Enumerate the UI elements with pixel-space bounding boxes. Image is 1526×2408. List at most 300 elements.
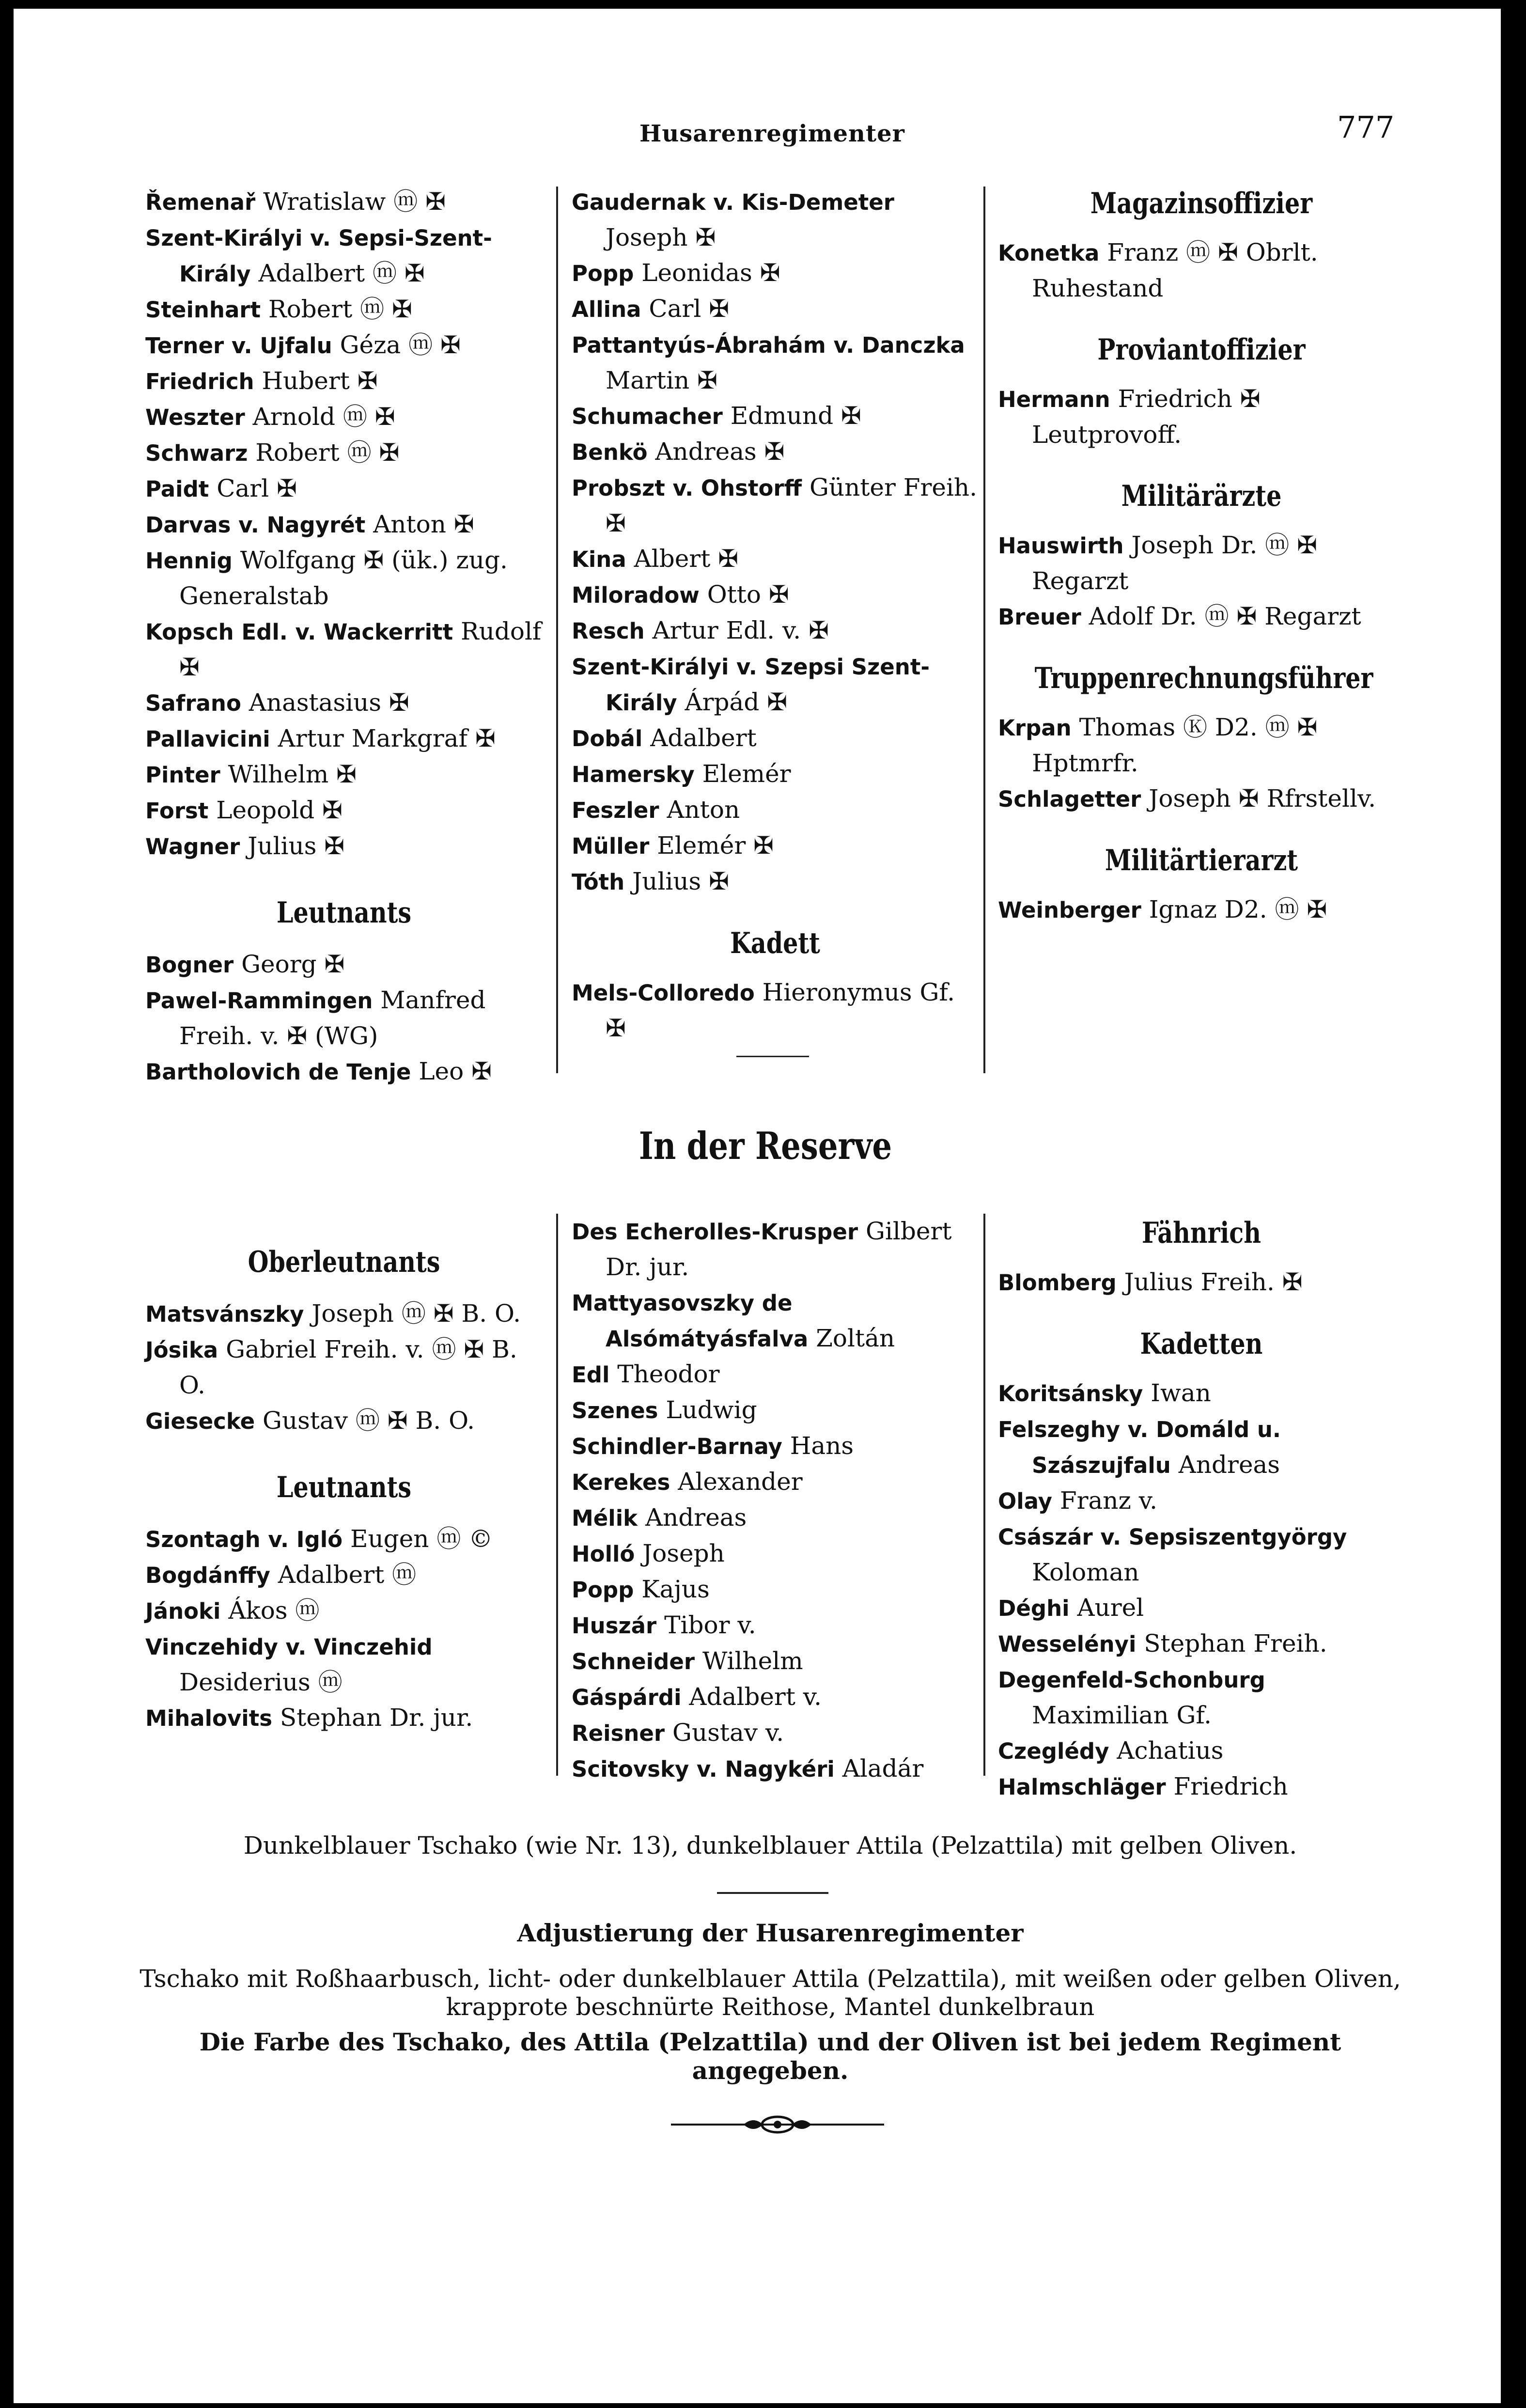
- entry-given-name: Elemér: [657, 831, 746, 860]
- entry-surname: Blomberg: [998, 1270, 1117, 1296]
- short-rule: [736, 1056, 809, 1057]
- list-entry: [998, 710, 1405, 781]
- entry-surname: Olay: [998, 1488, 1052, 1514]
- list-entry: [572, 720, 979, 756]
- entry-surname: Jánoki: [145, 1598, 221, 1624]
- entry-given-name: Julius: [632, 867, 701, 895]
- entry-notes: ✠: [316, 832, 345, 860]
- entry-surname: Weszter: [145, 405, 245, 430]
- entry-given-name: Kajus: [641, 1575, 710, 1603]
- list-entry: [145, 1521, 543, 1557]
- entry-given-name: Árpád: [685, 688, 760, 716]
- entry-given-name: Hubert: [262, 367, 350, 395]
- entry-notes: ✠: [701, 867, 729, 895]
- entry-surname: Huszár: [572, 1613, 657, 1639]
- adjustierung-paragraph: Tschako mit Roßhaarbusch, licht- oder dunkelblauer Attila (Pelzattila), mit weißen oder gelben Oliven, krapprote beschnürte Reithose, Mantel dunkelbraun: [140, 1965, 1401, 2021]
- column-divider: [556, 1214, 558, 1776]
- list-entry: [572, 291, 979, 327]
- entry-surname: Pallavicini: [145, 726, 270, 752]
- entry-surname: Allina: [572, 297, 641, 322]
- entry-given-name: Anastasius: [249, 688, 381, 717]
- entry-notes: ✠: [446, 510, 474, 538]
- entry-given-name: Adalbert: [258, 259, 365, 287]
- entry-surname: Giesecke: [145, 1408, 255, 1434]
- section-heading: Leutnants: [276, 1470, 412, 1504]
- list-entry: [998, 1519, 1405, 1590]
- entry-surname: Bogner: [145, 952, 234, 978]
- list-entry: [145, 399, 543, 435]
- entry-notes: ✠: [464, 1057, 492, 1085]
- entry-surname: Holló: [572, 1541, 635, 1567]
- entry-given-name: Adolf Dr.: [1089, 602, 1197, 630]
- entry-notes: ✠ Leutprovoff.: [1032, 385, 1261, 449]
- entry-given-name: Aurel: [1077, 1594, 1144, 1622]
- entry-surname: Déghi: [998, 1595, 1070, 1621]
- entry-notes: ⓜ ©: [429, 1525, 493, 1553]
- entry-notes: ✠ Rfrstellv.: [1230, 784, 1376, 813]
- running-head: Husarenregimenter: [639, 120, 905, 147]
- entry-given-name: Achatius: [1117, 1736, 1224, 1765]
- entry-given-name: Wilhelm: [702, 1647, 803, 1675]
- entry-given-name: Adalbert: [278, 1561, 385, 1589]
- entry-surname: Felszeghy v. Domáld u. Szászujfalu: [998, 1417, 1281, 1478]
- list-entry: [572, 1500, 979, 1536]
- list-entry: [572, 1357, 979, 1392]
- entry-given-name: Iwan: [1151, 1379, 1211, 1407]
- list-entry: [145, 983, 543, 1054]
- entry-given-name: Desiderius: [179, 1668, 311, 1696]
- entry-surname: Schumacher: [572, 404, 723, 429]
- list-entry: [145, 184, 543, 220]
- entry-given-name: Adalbert v.: [689, 1683, 822, 1711]
- list-entry: [998, 1662, 1405, 1733]
- entry-notes: ✠: [746, 831, 774, 860]
- entry-surname: Bogdánffy: [145, 1563, 270, 1588]
- entry-surname: Hauswirth: [998, 533, 1124, 559]
- list-entry: [572, 1643, 979, 1679]
- section-heading: Fähnrich: [1142, 1216, 1261, 1250]
- entry-given-name: Otto: [707, 580, 761, 609]
- list-entry: [145, 829, 543, 864]
- list-entry: [145, 1557, 543, 1593]
- entry-surname: Resch: [572, 618, 645, 644]
- list-entry: [145, 685, 543, 721]
- list-entry: [998, 1733, 1405, 1769]
- entry-surname: Hennig: [145, 548, 233, 574]
- scan-border-right: [1501, 0, 1526, 2408]
- entry-surname: Koritsánsky: [998, 1381, 1143, 1407]
- entry-list: [145, 947, 543, 1090]
- entry-surname: Pawel-Rammingen: [145, 988, 373, 1014]
- list-entry: [145, 435, 543, 471]
- entry-given-name: Gilbert Dr. jur.: [606, 1217, 952, 1281]
- scan-border-bottom: [0, 2403, 1526, 2408]
- entry-surname: Degenfeld-Schonburg: [998, 1667, 1265, 1693]
- entry-list: [572, 1214, 979, 1787]
- list-entry: [145, 1332, 543, 1403]
- list-entry: [145, 1296, 543, 1332]
- section-heading: Oberleutnants: [248, 1245, 440, 1279]
- list-entry: [145, 363, 543, 399]
- entry-given-name: Thomas: [1079, 713, 1176, 741]
- entry-given-name: Arnold: [252, 403, 335, 431]
- entry-notes: ✠: [269, 474, 297, 502]
- section-heading-kadett: Kadett: [730, 926, 820, 960]
- uniform-note: Dunkelblauer Tschako (wie Nr. 13), dunkelblauer Attila (Pelzattila) mit gelben Oliven.: [243, 1831, 1297, 1860]
- entry-surname: Schindler-Barnay: [572, 1434, 782, 1459]
- list-entry: [998, 235, 1405, 306]
- list-entry: [572, 327, 979, 398]
- section-heading: Militärärzte: [1121, 479, 1282, 513]
- entry-notes: ✠: [801, 616, 829, 644]
- entry-given-name: Hieronymus Gf.: [762, 978, 955, 1006]
- entry-surname: Konetka: [998, 240, 1100, 266]
- list-entry: [145, 507, 543, 543]
- entry-surname: Müller: [572, 833, 650, 859]
- entry-given-name: Gustav: [263, 1407, 348, 1435]
- list-entry: [572, 470, 979, 541]
- entry-notes: ✠: [752, 259, 780, 287]
- list-entry: [572, 255, 979, 291]
- entry-given-name: Gustav v.: [672, 1719, 784, 1747]
- entry-given-name: Leonidas: [641, 259, 752, 287]
- entry-notes: ⓜ ✠: [339, 438, 400, 467]
- entry-surname: Gaudernak v. Kis-Demeter: [572, 189, 894, 215]
- entry-surname: Schlagetter: [998, 786, 1141, 812]
- list-entry: [145, 614, 543, 685]
- entry-notes: ✠: [833, 402, 861, 430]
- entry-surname: Hamersky: [572, 762, 695, 787]
- entry-notes: D2. ⓜ ✠: [1216, 895, 1327, 923]
- entry-notes: ⓜ: [310, 1668, 343, 1696]
- entry-notes: Ⓚ D2. ⓜ ✠ Hptmrfr.: [1032, 713, 1318, 777]
- page-number: 777: [1337, 109, 1395, 145]
- entry-surname: Edl: [572, 1362, 610, 1388]
- entry-list: [572, 975, 979, 1046]
- list-entry: [998, 599, 1405, 635]
- entry-surname: Schneider: [572, 1649, 695, 1674]
- entry-given-name: Anton: [667, 796, 740, 824]
- entry-notes: ⓜ: [384, 1561, 417, 1589]
- scan-border-left: [0, 0, 14, 2408]
- entry-notes: ✠ (ük.) zug. Generalstab: [179, 546, 508, 610]
- list-entry: [145, 947, 543, 983]
- entry-given-name: Albert: [634, 545, 711, 573]
- entry-given-name: Leo: [419, 1057, 464, 1085]
- entry-notes: ✠: [606, 509, 626, 537]
- list-entry: [998, 1590, 1405, 1626]
- entry-notes: ✠: [314, 796, 343, 824]
- entry-given-name: Carl: [649, 295, 701, 323]
- entry-given-name: Franz v.: [1059, 1486, 1157, 1515]
- list-entry: [572, 434, 979, 470]
- entry-given-name: Joseph: [642, 1539, 725, 1567]
- entry-surname: Wesselényi: [998, 1631, 1137, 1657]
- list-entry: [572, 398, 979, 434]
- entry-given-name: Günter Freih.: [809, 473, 978, 501]
- entry-given-name: Maximilian Gf.: [1032, 1701, 1212, 1729]
- entry-given-name: Géza: [340, 331, 401, 359]
- entry-surname: Mattyasovszky de Alsómátyásfalva: [572, 1290, 809, 1352]
- entry-surname: Darvas v. Nagyrét: [145, 512, 366, 538]
- entry-surname: Terner v. Ujfalu: [145, 333, 332, 359]
- entry-given-name: Wratislaw: [263, 188, 386, 216]
- reserve-heading: In der Reserve: [638, 1124, 892, 1168]
- entry-notes: ⓜ ✠ B. O.: [179, 1335, 517, 1399]
- entry-given-name: Wolfgang: [240, 546, 356, 574]
- entry-notes: ✠: [606, 1014, 626, 1042]
- entry-given-name: Elemér: [702, 760, 791, 788]
- reserve-column-2: [572, 1214, 979, 1787]
- list-entry: [572, 1285, 979, 1357]
- list-entry: [572, 1464, 979, 1500]
- entry-given-name: Gabriel Freih. v.: [226, 1335, 424, 1363]
- list-entry: [998, 892, 1405, 928]
- list-entry: [572, 756, 979, 792]
- list-entry: [998, 528, 1405, 599]
- entry-notes: ⓜ ✠ Regarzt: [1032, 531, 1318, 595]
- entry-notes: ⓜ ✠: [335, 403, 395, 431]
- entry-surname: Mels-Colloredo: [572, 980, 755, 1006]
- list-entry: [145, 328, 543, 363]
- entry-given-name: Ignaz: [1149, 895, 1217, 923]
- entry-surname: Řemenař: [145, 189, 256, 215]
- entry-given-name: Stephan Freih.: [1144, 1629, 1327, 1657]
- entry-surname: Szent-Királyi v. Sepsi-Szent-Király: [145, 225, 492, 287]
- entry-notes: ✠: [1274, 1268, 1303, 1296]
- section-heading: Kadetten: [1140, 1327, 1263, 1361]
- entry-notes: ✠ (WG): [279, 1022, 378, 1050]
- entry-given-name: Joseph: [606, 223, 688, 251]
- entry-surname: Pinter: [145, 762, 220, 788]
- adjustierung-note: Die Farbe des Tschako, des Attila (Pelzattila) und der Oliven ist bei jedem Regiment angegeben.: [199, 2028, 1341, 2085]
- entry-surname: Popp: [572, 1577, 634, 1603]
- list-entry: [572, 1715, 979, 1751]
- entry-notes: ✠: [328, 760, 357, 788]
- entry-notes: ⓜ ✠ Obrlt. Ruhestand: [1032, 238, 1318, 302]
- entry-list: [145, 184, 543, 864]
- entry-given-name: Tibor v.: [664, 1611, 756, 1639]
- list-entry: [998, 781, 1405, 817]
- entry-surname: Safrano: [145, 690, 241, 716]
- entry-given-name: Joseph: [1149, 784, 1231, 813]
- entry-surname: Schwarz: [145, 440, 248, 466]
- top-column-2: [572, 184, 979, 1057]
- entry-given-name: Zoltán: [816, 1324, 895, 1352]
- entry-given-name: Georg: [241, 950, 317, 978]
- entry-given-name: Theodor: [617, 1360, 720, 1388]
- list-entry: [998, 381, 1405, 453]
- entry-surname: Halmschläger: [998, 1774, 1166, 1800]
- entry-given-name: Martin: [606, 366, 690, 394]
- entry-given-name: Eugen: [350, 1525, 429, 1553]
- entry-given-name: Joseph: [311, 1299, 394, 1328]
- list-entry: [998, 1769, 1405, 1805]
- list-entry: [572, 541, 979, 577]
- list-entry: [572, 1608, 979, 1643]
- list-entry: [145, 721, 543, 757]
- entry-given-name: Ludwig: [666, 1396, 757, 1424]
- entry-notes: ⓜ ✠: [401, 331, 461, 359]
- list-entry: [572, 1572, 979, 1608]
- list-entry: [572, 1536, 979, 1572]
- entry-surname: Pattantyús-Ábrahám v. Danczka: [572, 332, 965, 358]
- entry-given-name: Joseph Dr.: [1131, 531, 1258, 559]
- entry-surname: Des Echerolles-Krusper: [572, 1219, 858, 1245]
- entry-notes: ✠: [316, 950, 345, 978]
- section-heading: Truppenrechnungsführer: [1034, 661, 1373, 695]
- entry-given-name: Edmund: [730, 402, 834, 430]
- list-entry: [572, 1679, 979, 1715]
- entry-notes: ⓜ ✠: [386, 188, 446, 216]
- list-entry: [145, 1593, 543, 1629]
- list-entry: [572, 864, 979, 900]
- entry-given-name: Alexander: [678, 1468, 803, 1496]
- entry-given-name: Wilhelm: [228, 760, 329, 788]
- list-entry: [145, 292, 543, 328]
- entry-surname: Bartholovich de Tenje: [145, 1059, 411, 1085]
- entry-surname: Probszt v. Ohstorff: [572, 475, 802, 501]
- entry-notes: ✠: [689, 366, 717, 394]
- list-entry: [145, 1403, 543, 1439]
- list-entry: [145, 1700, 543, 1736]
- entry-surname: Jósika: [145, 1337, 218, 1363]
- footer-rule: [717, 1892, 828, 1894]
- entry-notes: ✠: [701, 295, 730, 323]
- list-entry: [998, 1626, 1405, 1662]
- list-entry: [572, 577, 979, 613]
- entry-given-name: Julius Freih.: [1124, 1268, 1275, 1296]
- entry-notes: ✠: [687, 223, 716, 251]
- entry-surname: Matsvánszky: [145, 1301, 304, 1327]
- list-entry: [572, 1751, 979, 1787]
- entry-surname: Breuer: [998, 604, 1081, 630]
- entry-surname: Kina: [572, 547, 626, 572]
- list-entry: [145, 793, 543, 829]
- column-divider: [983, 187, 985, 1073]
- entry-given-name: Robert: [255, 438, 340, 467]
- list-entry: [998, 1483, 1405, 1519]
- entry-notes: ✠: [756, 438, 785, 466]
- entry-notes: ⓜ ✠: [365, 259, 425, 287]
- entry-given-name: Rudolf: [460, 617, 542, 645]
- list-entry: [145, 471, 543, 507]
- entry-surname: Krpan: [998, 715, 1072, 741]
- list-entry: [998, 1265, 1405, 1300]
- entry-notes: ✠: [759, 688, 788, 716]
- section-heading: Proviantoffizier: [1097, 333, 1306, 367]
- entry-surname: Kerekes: [572, 1470, 670, 1495]
- entry-given-name: Aladár: [842, 1754, 924, 1783]
- list-entry: [572, 975, 979, 1046]
- section-heading-leutnants: Leutnants: [276, 896, 412, 930]
- entry-given-name: Anton: [373, 510, 446, 538]
- entry-notes: ⓜ: [287, 1596, 320, 1625]
- reserve-column-1: [145, 1214, 543, 1736]
- entry-surname: Steinhart: [145, 297, 261, 323]
- list-entry: [572, 1428, 979, 1464]
- list-entry: [145, 1629, 543, 1700]
- entry-notes: ✠: [381, 688, 409, 717]
- entry-surname: Szontagh v. Igló: [145, 1527, 343, 1552]
- entry-given-name: Koloman: [1032, 1558, 1139, 1586]
- list-entry: [572, 1214, 979, 1285]
- list-entry: [145, 1054, 543, 1090]
- entry-list: [572, 184, 979, 900]
- entry-surname: Tóth: [572, 869, 625, 895]
- entry-notes: ✠: [761, 580, 789, 609]
- entry-surname: Paidt: [145, 476, 209, 502]
- column-divider: [556, 187, 558, 1073]
- entry-surname: Forst: [145, 798, 209, 824]
- list-entry: [572, 828, 979, 864]
- scan-border-top: [0, 0, 1526, 9]
- entry-given-name: Friedrich: [1118, 385, 1232, 413]
- entry-notes: ✠: [179, 653, 200, 681]
- entry-surname: Mélik: [572, 1505, 638, 1531]
- list-entry: [998, 1411, 1405, 1483]
- entry-given-name: Adalbert: [650, 724, 757, 752]
- list-entry: [572, 613, 979, 649]
- section-heading: Militärtierarzt: [1105, 844, 1298, 877]
- entry-notes: ⓜ ✠ B. O.: [393, 1299, 521, 1328]
- entry-given-name: Leopold: [216, 796, 315, 824]
- entry-surname: Weinberger: [998, 897, 1141, 923]
- entry-notes: ⓜ ✠ Regarzt: [1197, 602, 1361, 630]
- list-entry: [145, 543, 543, 614]
- entry-surname: Dobál: [572, 726, 643, 751]
- entry-surname: Mihalovits: [145, 1705, 273, 1731]
- list-entry: [572, 792, 979, 828]
- entry-notes: ⓜ ✠ B. O.: [347, 1407, 475, 1435]
- entry-surname: Friedrich: [145, 369, 254, 394]
- entry-surname: Scitovsky v. Nagykéri: [572, 1756, 835, 1782]
- entry-surname: Hermann: [998, 387, 1110, 412]
- ornament-icon: [671, 2112, 884, 2137]
- top-column-1: [145, 184, 543, 1090]
- column-divider: [983, 1214, 985, 1776]
- entry-notes: ✠: [467, 724, 496, 752]
- list-entry: [145, 757, 543, 793]
- entry-given-name: Hans: [790, 1432, 854, 1460]
- list-entry: [145, 220, 543, 292]
- entry-surname: Vinczehidy v. Vinczehid: [145, 1634, 433, 1660]
- section-heading: Magazinsoffizier: [1090, 187, 1313, 220]
- entry-given-name: Manfred Freih. v.: [179, 986, 486, 1050]
- entry-surname: Popp: [572, 261, 634, 286]
- entry-given-name: Julius: [248, 832, 317, 860]
- entry-notes: ✠: [710, 545, 739, 573]
- entry-given-name: Franz: [1107, 238, 1179, 266]
- entry-surname: Miloradow: [572, 582, 700, 608]
- top-column-3: [998, 184, 1405, 928]
- entry-given-name: Friedrich: [1173, 1772, 1288, 1800]
- entry-surname: Szent-Királyi v. Szepsi Szent-Király: [572, 654, 930, 716]
- entry-given-name: Stephan Dr. jur.: [280, 1704, 473, 1732]
- list-entry: [572, 1392, 979, 1428]
- entry-surname: Gáspárdi: [572, 1685, 682, 1710]
- entry-given-name: Andreas: [645, 1503, 747, 1532]
- entry-surname: Reisner: [572, 1720, 665, 1746]
- list-entry: [998, 1376, 1405, 1411]
- entry-surname: Császár v. Sepsiszentgyörgy: [998, 1524, 1347, 1550]
- entry-given-name: Andreas: [655, 438, 757, 466]
- reserve-column-3: [998, 1214, 1405, 1805]
- entry-given-name: Artur Markgraf: [278, 724, 468, 752]
- list-entry: [572, 649, 979, 720]
- entry-surname: Wagner: [145, 834, 240, 860]
- entry-surname: Kopsch Edl. v. Wackerritt: [145, 619, 453, 645]
